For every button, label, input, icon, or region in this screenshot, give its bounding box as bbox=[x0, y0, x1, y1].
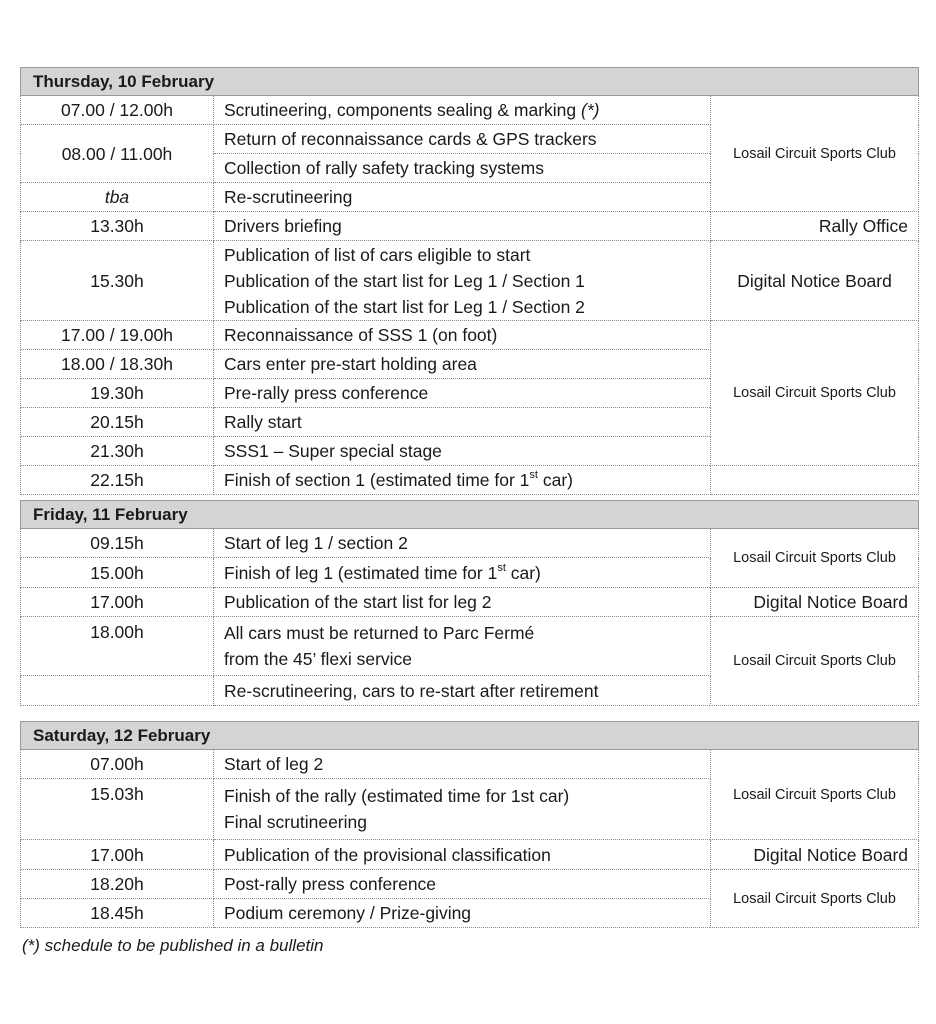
activity-cell: Podium ceremony / Prize-giving bbox=[214, 899, 711, 928]
activity-cell: Re-scrutineering bbox=[214, 183, 711, 212]
table-row bbox=[21, 588, 919, 617]
activity-cell: Publication of the start list for leg 2 bbox=[214, 588, 711, 617]
footnote-marker: (*) bbox=[581, 100, 600, 120]
time-cell: 15.00h bbox=[21, 558, 214, 588]
activity-cell: Cars enter pre-start holding area bbox=[214, 350, 711, 379]
location-cell: Digital Notice Board bbox=[711, 588, 919, 617]
day-header: Friday, 11 February bbox=[21, 501, 919, 529]
location-cell: Digital Notice Board bbox=[711, 840, 919, 870]
time-cell: 13.30h bbox=[21, 212, 214, 241]
activity-cell bbox=[214, 617, 711, 676]
activity-cell: Start of leg 2 bbox=[214, 750, 711, 779]
time-cell: 15.03h bbox=[21, 779, 214, 840]
time-cell: tba bbox=[21, 183, 214, 212]
location-cell: Losail Circuit Sports Club bbox=[711, 321, 919, 466]
activity-text: Finish of section 1 (estimated time for 1 bbox=[224, 470, 530, 490]
thursday-schedule-table bbox=[20, 67, 919, 495]
activity-line: from the 45’ flexi service bbox=[224, 649, 413, 669]
activity-cell: Post-rally press conference bbox=[214, 870, 711, 899]
activity-line: Publication of list of cars eligible to start bbox=[224, 244, 531, 265]
time-cell: 20.15h bbox=[21, 408, 214, 437]
activity-cell: SSS1 – Super special stage bbox=[214, 437, 711, 466]
time-cell: 18.00h bbox=[21, 617, 214, 676]
time-cell: 07.00h bbox=[21, 750, 214, 779]
time-cell: 22.15h bbox=[21, 466, 214, 495]
ordinal-suffix: st bbox=[529, 469, 538, 482]
table-row bbox=[21, 750, 919, 779]
location-cell: Digital Notice Board bbox=[711, 241, 919, 321]
table-row bbox=[21, 241, 919, 321]
day-header: Thursday, 10 February bbox=[21, 68, 919, 96]
activity-cell bbox=[214, 558, 711, 588]
time-cell: 17.00h bbox=[21, 840, 214, 870]
empty-time-cell bbox=[21, 676, 214, 706]
time-cell: 18.20h bbox=[21, 870, 214, 899]
time-cell: 18.45h bbox=[21, 899, 214, 928]
activity-cell: Collection of rally safety tracking systems bbox=[214, 154, 711, 183]
table-row bbox=[21, 212, 919, 241]
activity-cell: Rally start bbox=[214, 408, 711, 437]
day-header-row bbox=[21, 68, 919, 96]
activity-cell: Publication of the provisional classification bbox=[214, 840, 711, 870]
activity-cell bbox=[214, 241, 711, 321]
activity-line: Final scrutineering bbox=[224, 812, 367, 832]
footnote: (*) schedule to be published in a bulletin bbox=[22, 936, 324, 955]
day-header: Saturday, 12 February bbox=[21, 722, 919, 750]
activity-cell: Re-scrutineering, cars to re-start after retirement bbox=[214, 676, 711, 706]
activity-cell: Start of leg 1 / section 2 bbox=[214, 529, 711, 558]
location-cell: Losail Circuit Sports Club bbox=[711, 529, 919, 588]
activity-cell: Reconnaissance of SSS 1 (on foot) bbox=[214, 321, 711, 350]
day-header-row bbox=[21, 501, 919, 529]
time-cell: 18.00 / 18.30h bbox=[21, 350, 214, 379]
activity-cell bbox=[214, 466, 711, 495]
activity-cell: Drivers briefing bbox=[214, 212, 711, 241]
location-cell: Losail Circuit Sports Club bbox=[711, 870, 919, 928]
activity-text-end: car) bbox=[505, 562, 541, 583]
activity-line: Publication of the start list for Leg 1 / Section 2 bbox=[224, 296, 585, 317]
activity-line: All cars must be returned to Parc Fermé bbox=[224, 623, 535, 643]
activity-cell: Pre-rally press conference bbox=[214, 379, 711, 408]
table-row bbox=[21, 870, 919, 899]
empty-location-cell bbox=[711, 466, 919, 495]
location-cell: Losail Circuit Sports Club bbox=[711, 617, 919, 706]
activity-cell: Return of reconnaissance cards & GPS trackers bbox=[214, 125, 711, 154]
activity-cell bbox=[214, 96, 711, 125]
time-cell: 15.30h bbox=[21, 241, 214, 321]
table-row bbox=[21, 617, 919, 676]
activity-line: Publication of the start list for Leg 1 / Section 1 bbox=[224, 270, 585, 291]
table-row bbox=[21, 96, 919, 125]
location-cell: Losail Circuit Sports Club bbox=[711, 750, 919, 840]
location-cell: Rally Office bbox=[711, 212, 919, 241]
activity-text: Finish of leg 1 (estimated time for 1 bbox=[224, 562, 498, 583]
activity-line: Finish of the rally (estimated time for 1st car) bbox=[224, 786, 570, 806]
time-cell: 17.00h bbox=[21, 588, 214, 617]
saturday-schedule-table bbox=[20, 721, 919, 928]
location-cell: Losail Circuit Sports Club bbox=[711, 96, 919, 212]
time-cell: 19.30h bbox=[21, 379, 214, 408]
activity-text: Scrutineering, components sealing & marking bbox=[224, 100, 577, 120]
activity-cell bbox=[214, 779, 711, 840]
table-row bbox=[21, 321, 919, 350]
time-cell: 08.00 / 11.00h bbox=[21, 125, 214, 183]
time-cell: 07.00 / 12.00h bbox=[21, 96, 214, 125]
day-header-row bbox=[21, 722, 919, 750]
friday-schedule-table bbox=[20, 500, 919, 706]
activity-text-end: car) bbox=[537, 470, 573, 490]
table-row bbox=[21, 529, 919, 558]
table-row bbox=[21, 840, 919, 870]
time-cell: 09.15h bbox=[21, 529, 214, 558]
ordinal-suffix: st bbox=[497, 561, 506, 574]
time-cell: 17.00 / 19.00h bbox=[21, 321, 214, 350]
table-row bbox=[21, 466, 919, 495]
time-cell: 21.30h bbox=[21, 437, 214, 466]
